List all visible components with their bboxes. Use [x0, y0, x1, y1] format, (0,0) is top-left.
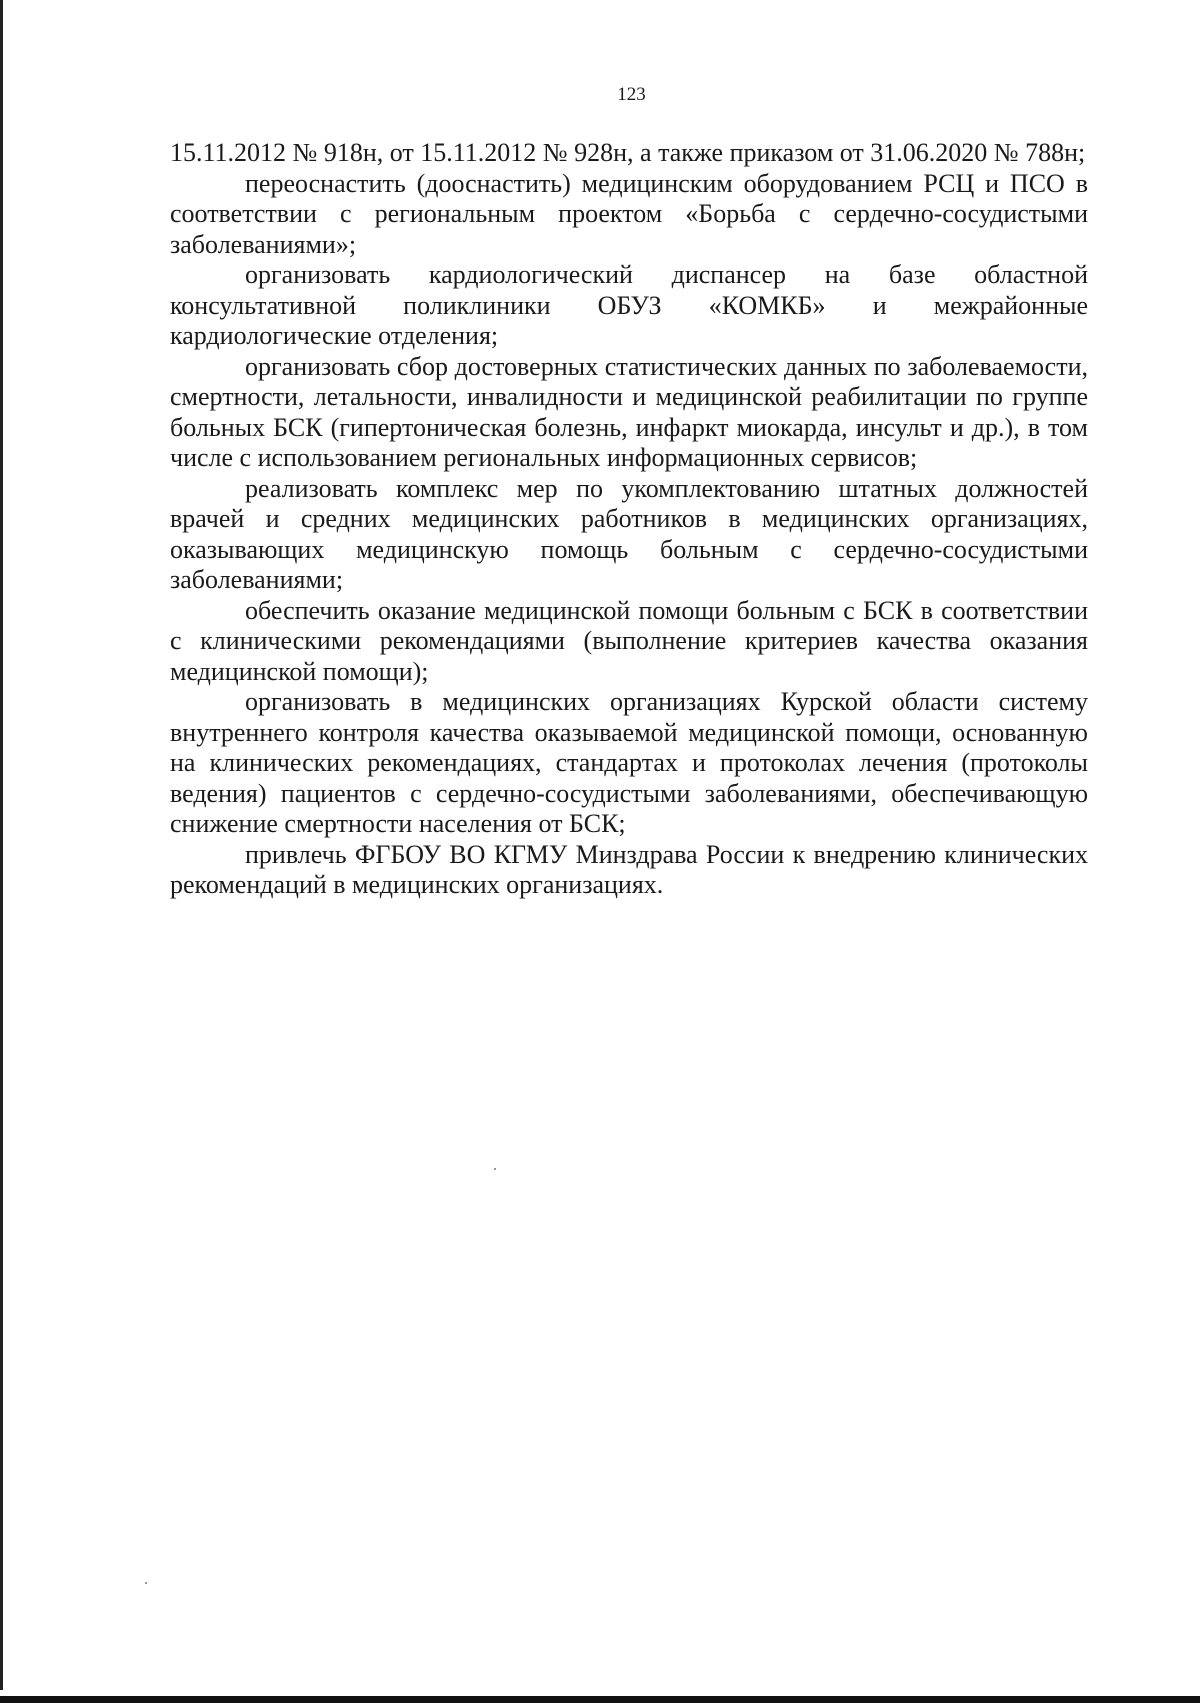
page-number: 123 — [617, 84, 646, 105]
scan-speck — [145, 1582, 147, 1584]
document-body — [170, 138, 1088, 901]
paragraph-staffing-measures: реализовать комплекс мер по укомплектованию штатных должностей врачей и средних медицинских работников в медицинских организациях, оказывающих медицинскую помощь больным с сердечно-сосудистыми заболеваниями; — [170, 473, 1088, 594]
paragraph-internal-quality-control: организовать в медицинских организациях Курской области систему внутреннего контроля качества оказываемой медицинской помощи, основанную на клинических рекомендациях, стандартах и протоколах лечения (протоколы ведения) пациентов с сердечно-сосудистыми заболеваниями, обеспечивающую снижение смертности населения от БСК; — [170, 687, 1088, 838]
paragraph-kgmu-involvement: привлечь ФГБОУ ВО КГМУ Минздрава России к внедрению клинических рекомендаций в медицинских организациях. — [170, 839, 1088, 899]
scan-edge-bottom — [0, 1696, 1200, 1703]
paragraph-continuation: 15.11.2012 № 918н, от 15.11.2012 № 928н, а также приказом от 31.06.2020 № 788н; — [170, 138, 1086, 167]
scan-edge-left — [0, 0, 3, 1690]
paragraph-reequip-rsc-pso: переоснастить (дооснастить) медицинским оборудованием РСЦ и ПСО в соответствии с региональным проектом «Борьба с сердечно-сосудистыми заболеваниями»; — [170, 168, 1088, 259]
paragraph-clinical-guidelines-care: обеспечить оказание медицинской помощи больным с БСК в соответствии с клиническими рекомендациями (выполнение критериев качества оказания медицинской помощи); — [170, 595, 1088, 686]
scan-speck — [494, 1168, 496, 1170]
paragraph-cardiology-dispensary: организовать кардиологический диспансер на базе областной консультативной поликлиники ОБУЗ «КОМКБ» и межрайонные кардиологические отделения; — [170, 260, 1088, 350]
paragraph-statistics-collection: организовать сбор достоверных статистических данных по заболеваемости, смертности, летальности, инвалидности и медицинской реабилитации по группе больных БСК (гипертоническая болезнь, инфаркт миокарда, инсульт и др.), в том числе с использованием региональных информационных сервисов; — [170, 351, 1088, 472]
